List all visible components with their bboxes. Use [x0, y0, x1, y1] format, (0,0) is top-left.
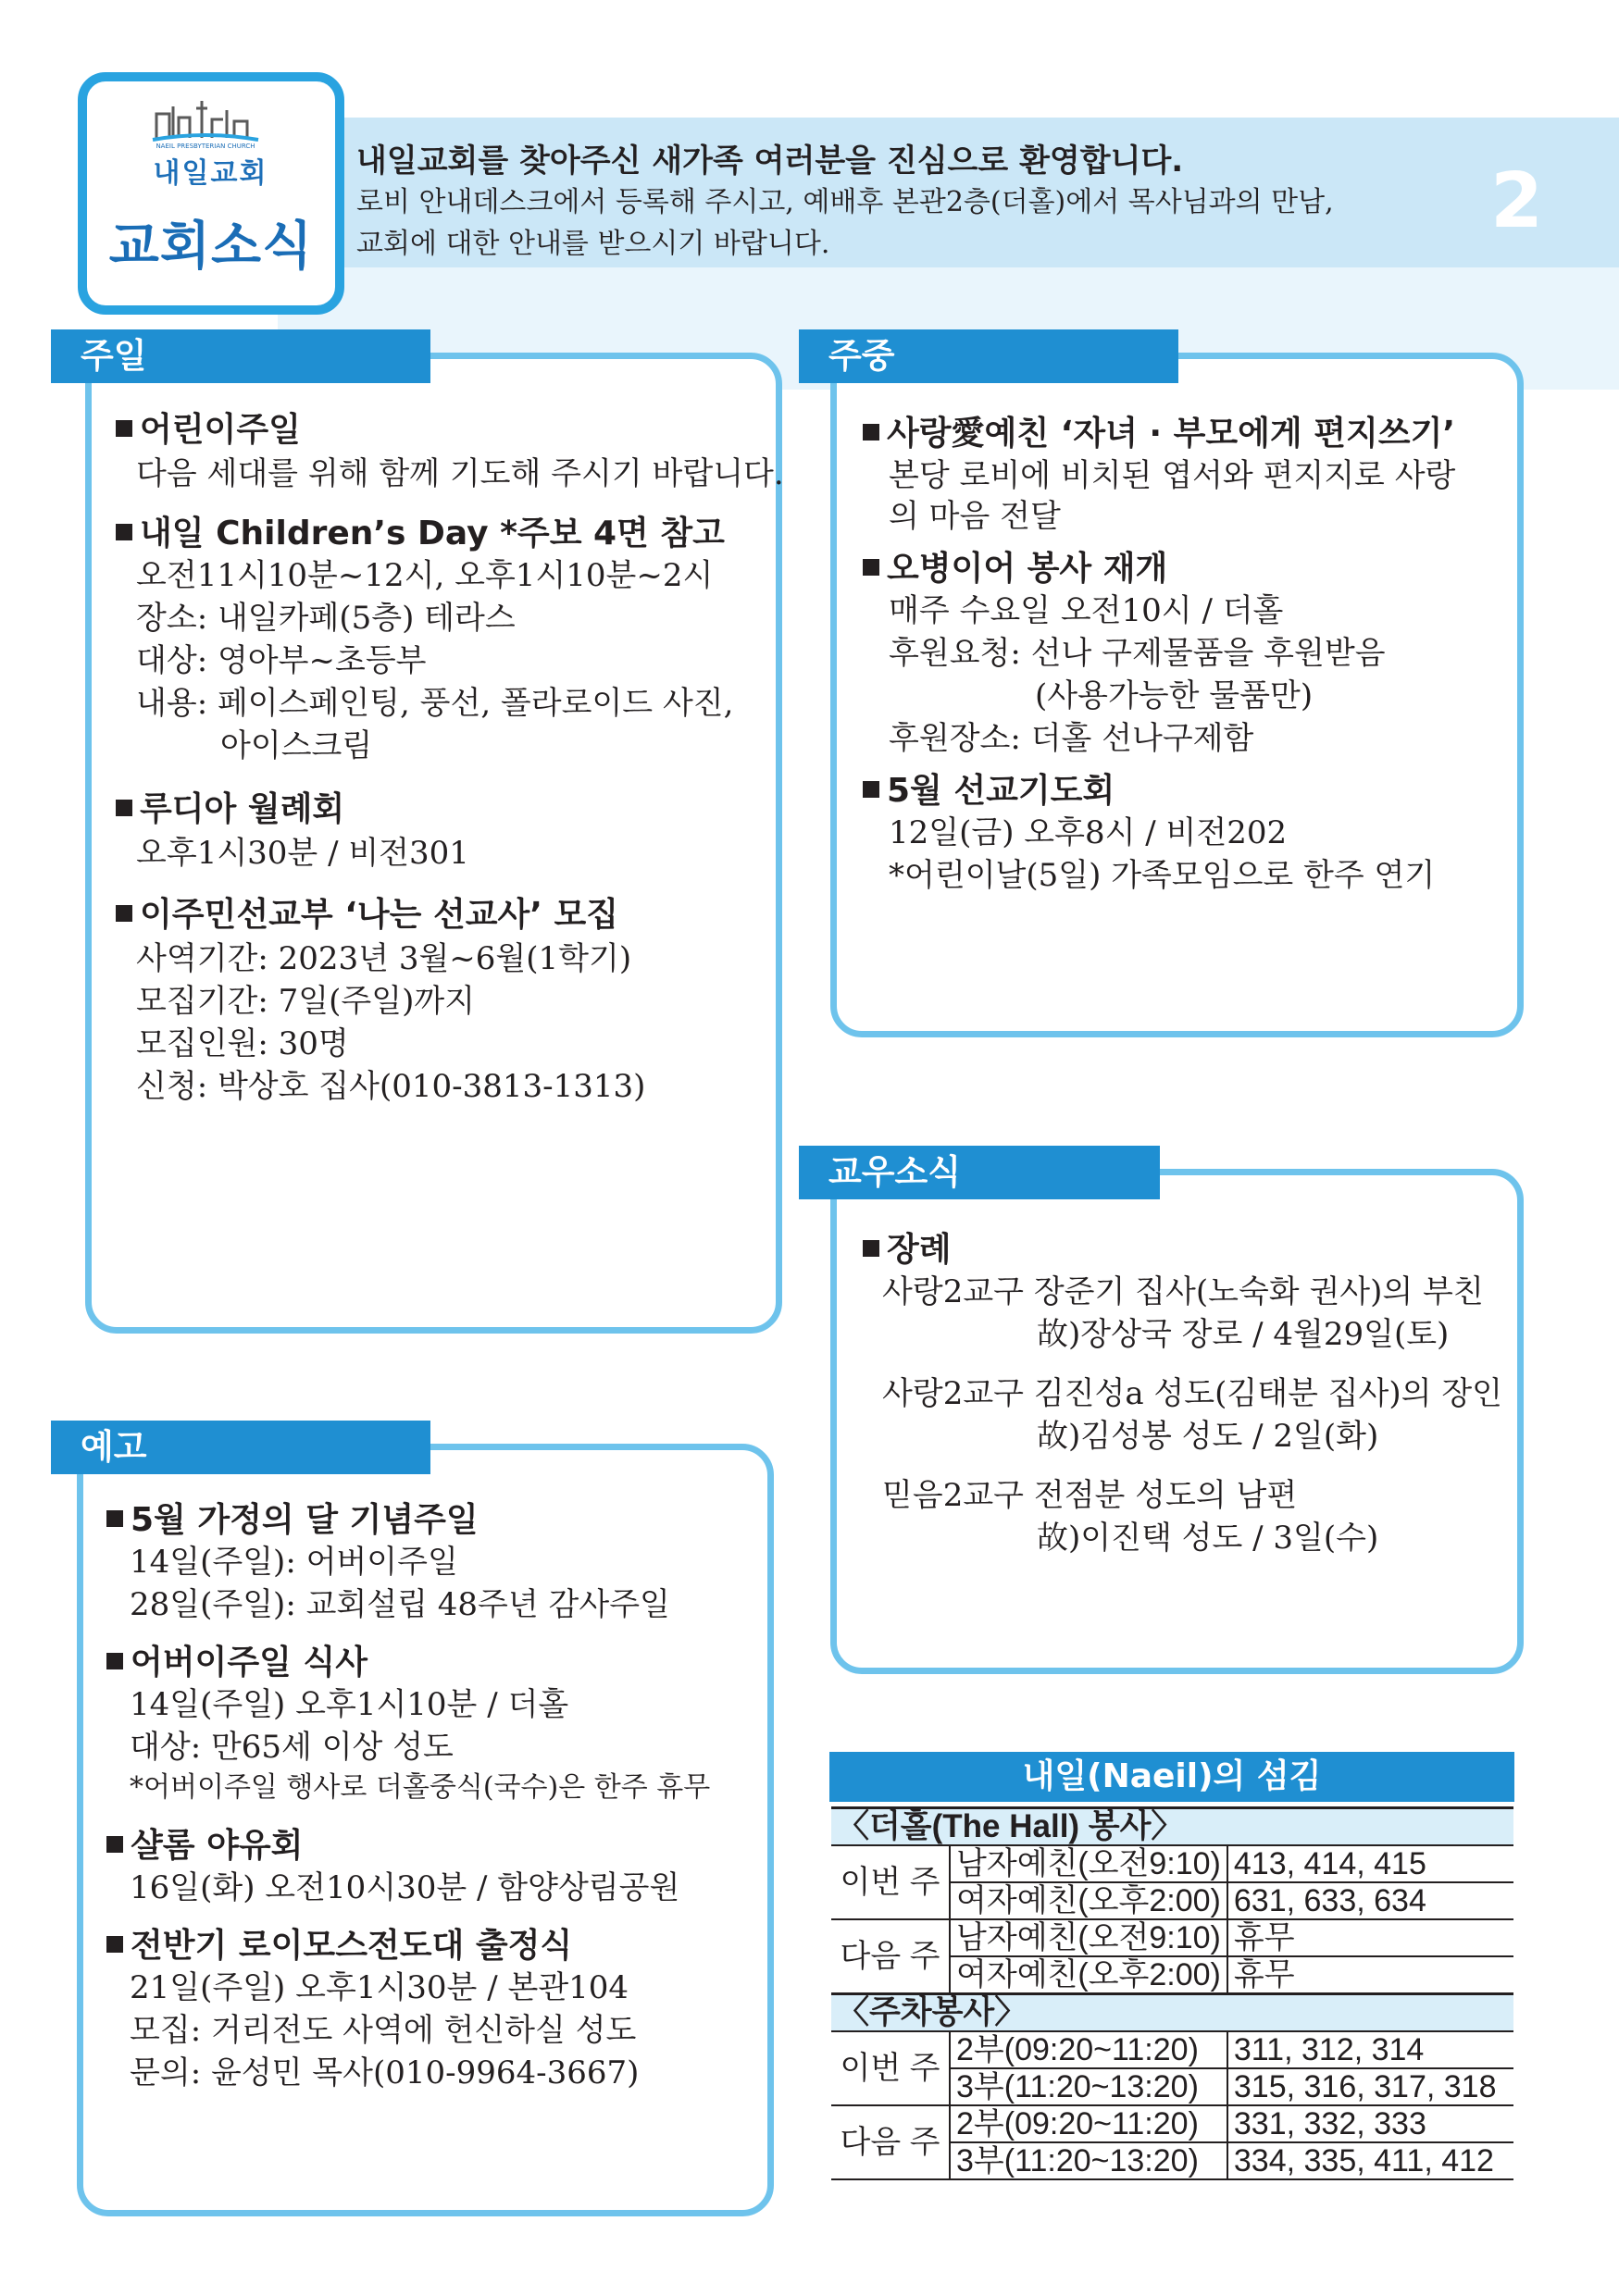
item-line: 오후1시30분 / 비전301 — [136, 835, 469, 872]
value-cell: 311, 312, 314 — [1227, 2031, 1513, 2068]
welcome-title: 내일교회를 찾아주신 새가족 여러분을 진심으로 환영합니다. — [356, 143, 1184, 180]
item-title-text: 내일 Children’s Day *주보 4면 참고 — [140, 515, 725, 552]
condolence-line: 故)이진택 성도 / 3일(수) — [1037, 1520, 1379, 1557]
value-cell: 331, 332, 333 — [1227, 2105, 1513, 2142]
condolence-line: 사랑2교구 김진성a 성도(김태분 집사)의 장인 — [882, 1375, 1503, 1412]
condolence-line: 故)김성봉 성도 / 2일(화) — [1037, 1418, 1379, 1455]
item-line: 다음 세대를 위해 함께 기도해 주시기 바랍니다. — [136, 455, 784, 492]
value-cell: 315, 316, 317, 318 — [1227, 2068, 1513, 2105]
item-line: 아이스크림 — [220, 727, 373, 764]
welcome-line: 교회에 대한 안내를 받으시기 바랍니다. — [356, 228, 830, 260]
sunday-tag: 주일 — [51, 329, 430, 383]
table-group-row — [831, 1808, 1513, 1846]
notice-tag: 예고 — [51, 1421, 430, 1474]
sunday-item-title — [116, 783, 344, 830]
notice-item-title — [106, 1636, 367, 1683]
slot-cell: 3부(11:20~13:20) — [950, 2142, 1227, 2179]
table-group-row — [831, 1994, 1513, 2032]
bullet-square-icon — [863, 1240, 879, 1257]
item-line: 모집기간: 7일(주일)까지 — [136, 983, 476, 1020]
church-logo-icon — [151, 97, 260, 149]
week-label: 다음 주 — [831, 2105, 950, 2179]
item-title-text: 샬롬 야유회 — [131, 1827, 304, 1865]
condolence-line: 믿음2교구 전점분 성도의 남편 — [882, 1477, 1298, 1514]
item-title-text: 어버이주일 식사 — [131, 1644, 367, 1682]
table-row — [831, 2105, 1513, 2142]
item-title-text: 어린이주일 — [140, 411, 301, 449]
slot-cell: 남자예친(오전9:10) — [950, 1845, 1227, 1882]
value-cell: 휴무 — [1227, 1956, 1513, 1994]
item-line: 후원요청: 선나 구제물품을 후원받음 — [889, 635, 1386, 672]
item-title-text: 사랑愛예친 ‘자녀 · 부모에게 편지쓰기’ — [887, 415, 1456, 453]
item-line: 본당 로비에 비치된 엽서와 편지지로 사랑 — [889, 457, 1456, 494]
table-row — [831, 1919, 1513, 1956]
bullet-square-icon — [116, 905, 132, 922]
item-title-text: 장례 — [887, 1231, 952, 1269]
condolence-line: 사랑2교구 장준기 집사(노숙화 권사)의 부친 — [882, 1273, 1484, 1310]
item-line: 내용: 페이스페인팅, 풍선, 폴라로이드 사진, — [136, 685, 734, 722]
service-title: 내일(Naeil)의 섬김 — [829, 1752, 1514, 1802]
item-line: 16일(화) 오전10시30분 / 함양상림공원 — [130, 1869, 680, 1906]
item-line: 오전11시10분~12시, 오후1시10분~2시 — [136, 557, 714, 594]
bullet-square-icon — [863, 424, 879, 441]
service-table — [831, 1806, 1513, 2180]
item-title-text: 루디아 월례회 — [140, 790, 345, 828]
members-tag: 교우소식 — [799, 1146, 1160, 1199]
item-line: 12일(금) 오후8시 / 비전202 — [889, 814, 1288, 851]
item-line: 후원장소: 더홀 선나구제함 — [889, 720, 1254, 757]
logo-name: 내일교회 — [153, 157, 268, 190]
value-cell: 334, 335, 411, 412 — [1227, 2142, 1513, 2179]
item-line: 신청: 박상호 집사(010-3813-1313) — [136, 1068, 646, 1105]
item-line: 대상: 만65세 이상 성도 — [130, 1729, 454, 1766]
item-line: *어린이날(5일) 가족모임으로 한주 연기 — [889, 857, 1436, 894]
item-line: 28일(주일): 교회설립 48주년 감사주일 — [130, 1586, 670, 1623]
slot-cell: 3부(11:20~13:20) — [950, 2068, 1227, 2105]
notice-item-title — [106, 1819, 303, 1867]
weekday-item-title — [863, 764, 1115, 812]
slot-cell: 2부(09:20~11:20) — [950, 2031, 1227, 2068]
item-line: 14일(주일) 오후1시10분 / 더홀 — [130, 1686, 569, 1723]
page-number: 2 — [1490, 157, 1544, 245]
value-cell: 413, 414, 415 — [1227, 1845, 1513, 1882]
notice-item-title — [106, 1919, 572, 1967]
week-label: 이번 주 — [831, 2031, 950, 2105]
sunday-item-title — [116, 888, 618, 936]
item-title-text: 오병이어 봉사 재개 — [887, 550, 1168, 588]
slot-cell: 2부(09:20~11:20) — [950, 2105, 1227, 2142]
item-line: 장소: 내일카페(5층) 테라스 — [136, 600, 516, 637]
svg-text:NAEIL PRESBYTERIAN CHURCH: NAEIL PRESBYTERIAN CHURCH — [156, 143, 255, 149]
bullet-square-icon — [116, 524, 132, 540]
bullet-square-icon — [106, 1836, 123, 1853]
section-title: 교회소식 — [108, 217, 314, 277]
members-item-title — [863, 1223, 952, 1271]
item-title-text: 5월 선교기도회 — [887, 772, 1115, 810]
bullet-square-icon — [106, 1653, 123, 1669]
item-line: 문의: 윤성민 목사(010-9964-3667) — [130, 2054, 640, 2091]
item-line: 모집: 거리전도 사역에 헌신하실 성도 — [130, 2012, 637, 2049]
item-line: (사용가능한 물품만) — [1035, 677, 1314, 714]
table-row — [831, 1845, 1513, 1882]
item-line: 대상: 영아부~초등부 — [136, 642, 427, 679]
item-title-text: 5월 가정의 달 기념주일 — [131, 1501, 479, 1539]
weekday-tag: 주중 — [799, 329, 1178, 383]
item-line: 의 마음 전달 — [889, 498, 1061, 535]
slot-cell: 여자예친(오후2:00) — [950, 1882, 1227, 1919]
item-line: 모집인원: 30명 — [136, 1025, 349, 1062]
item-line: 매주 수요일 오전10시 / 더홀 — [889, 592, 1284, 629]
bullet-square-icon — [863, 781, 879, 798]
hall-group-label: 〈더홀(The Hall) 봉사〉 — [831, 1808, 1513, 1846]
bullet-square-icon — [863, 559, 879, 576]
week-label: 이번 주 — [831, 1845, 950, 1919]
item-title-text: 이주민선교부 ‘나는 선교사’ 모집 — [140, 896, 619, 934]
slot-cell: 남자예친(오전9:10) — [950, 1919, 1227, 1956]
weekday-item-title — [863, 542, 1167, 590]
value-cell: 631, 633, 634 — [1227, 1882, 1513, 1919]
welcome-line: 로비 안내데스크에서 등록해 주시고, 예배후 본관2층(더홀)에서 목사님과의 만남, — [356, 186, 1334, 218]
week-label: 다음 주 — [831, 1919, 950, 1994]
item-line: *어버이주일 행사로 더홀중식(국수)은 한주 휴무 — [130, 1771, 711, 1804]
bullet-square-icon — [116, 420, 132, 437]
bullet-square-icon — [116, 800, 132, 816]
table-row — [831, 2031, 1513, 2068]
weekday-item-title — [863, 407, 1455, 454]
condolence-line: 故)장상국 장로 / 4월29일(토) — [1037, 1316, 1450, 1353]
notice-item-title — [106, 1494, 479, 1541]
bullet-square-icon — [106, 1936, 123, 1953]
parking-group-label: 〈주차봉사〉 — [831, 1994, 1513, 2032]
item-line: 14일(주일): 어버이주일 — [130, 1544, 458, 1581]
bullet-square-icon — [106, 1510, 123, 1527]
item-line: 21일(주일) 오후1시30분 / 본관104 — [130, 1969, 629, 2006]
slot-cell: 여자예친(오후2:00) — [950, 1956, 1227, 1994]
sunday-item-title — [116, 403, 301, 451]
sunday-item-title — [116, 507, 725, 554]
value-cell: 휴무 — [1227, 1919, 1513, 1956]
item-line: 사역기간: 2023년 3월~6월(1학기) — [136, 940, 632, 977]
item-title-text: 전반기 로이모스전도대 출정식 — [131, 1927, 573, 1965]
